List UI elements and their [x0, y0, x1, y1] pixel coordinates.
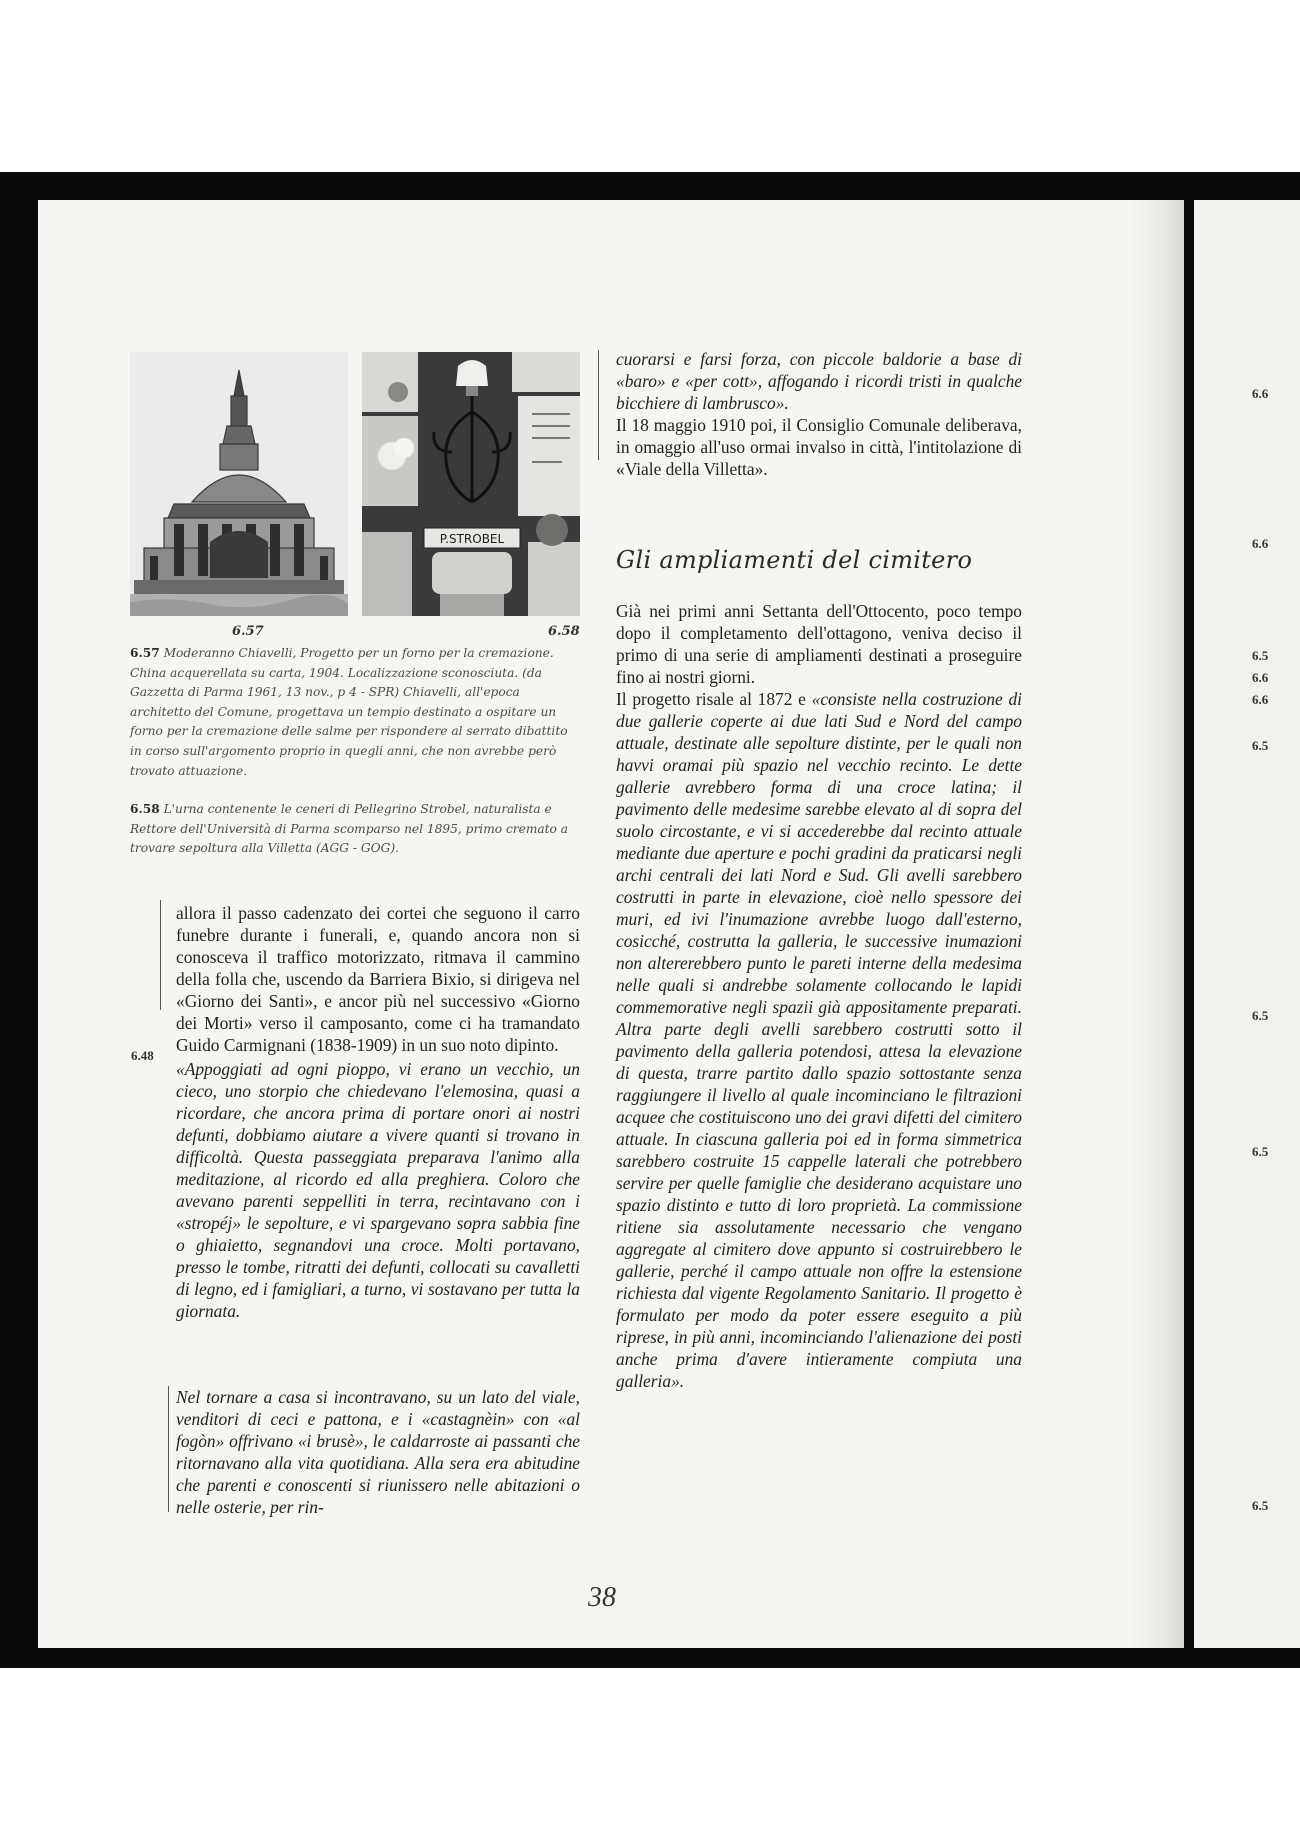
margin-ref-6-48: 6.48: [131, 1048, 154, 1063]
figure-label-6-57: 6.57: [232, 624, 264, 639]
facing-ref-2: 6.6: [1252, 536, 1269, 551]
section-title: Gli ampliamenti del cimitero: [616, 546, 973, 574]
figure-6-58-plaque-text: P.STROBEL: [439, 532, 505, 546]
caption-6-57: [130, 644, 578, 781]
right-para-1872-lead: Il progetto risale al 1872 e: [616, 689, 812, 709]
right-quote-rule: [598, 350, 599, 460]
caption-6-57-ref: 6.57: [130, 646, 160, 660]
right-column-top-text: [616, 348, 1022, 480]
facing-ref-8: 6.5: [1252, 1144, 1269, 1159]
facing-ref-3: 6.5: [1252, 648, 1269, 663]
right-para-1910: Il 18 maggio 1910 poi, il Consiglio Comunale deliberava, in omaggio all'uso ormai invalso in città, l'intitolazione di «Viale della Villetta».: [616, 415, 1022, 479]
facing-ref-6: 6.5: [1252, 738, 1269, 753]
right-para-1872: [616, 688, 1022, 1392]
facing-ref-1: 6.6: [1252, 386, 1269, 401]
right-quote-continuation: cuorarsi e farsi forza, con piccole baldorie a base di «baro» e «per cott», affogando i ricordi tristi in qualche bicchiere di lambrusco».: [616, 349, 1022, 413]
figure-6-58-strobel-urn-photo: [362, 352, 580, 616]
left-column-text: [176, 902, 580, 1322]
facing-ref-9: 6.5: [1252, 1498, 1269, 1513]
facing-ref-5: 6.6: [1252, 692, 1269, 707]
facing-ref-4: 6.6: [1252, 670, 1269, 685]
right-para-1870: Già nei primi anni Settanta dell'Ottocento, poco tempo dopo il completamento dell'ottagono, veniva deciso il primo di una serie di ampliamenti destinati a proseguire fino ai nostri giorni.: [616, 601, 1022, 687]
figure-label-6-58: 6.58: [548, 624, 580, 639]
caption-6-58: [130, 800, 578, 859]
left-quote-tornare: Nel tornare a casa si incontravano, su un lato del viale, venditori di ceci e pattona, e i «castagnèin» con «al fogòn» offrivano «i brusè», le caldarroste ai passanti che ritornavano alla vita quotidiana. Alla sera era abitudine che parenti e conoscenti si riunissero nelle abitazioni o nelle osterie, per rin-: [176, 1387, 580, 1517]
facing-page-edge: [1194, 200, 1300, 1648]
page-number: 38: [588, 1582, 616, 1613]
right-para-1872-quote: «consiste nella costruzione di due gallerie coperte ai due lati Sud e Nord del campo attuale, destinate alle sepolture distinte, per le quali non havvi oramai più spazio nel vecchio recinto. Le dette gallerie avrebbero forma di una croce latina; il pavimento delle medesime sarebbe elevato al di sopra del suolo circostante, e vi si accederebbe dal recinto attuale mediante due aperture e pochi gradini da praticarsi negli archi centrali dei lati Nord e Sud. Gli avelli sarebbero costrutti in parte in elevazione, cioè nello spessore dei muri, ed ivi l'inumazione avrebbe luogo dall'esterno, cosicché, costrutta la galleria, le successive inumazioni non altererebbero punto le pareti interne della medesima nelle quali si andrebbe solamente collocando le lapidi commemorative negli spazii già appositamente preparati. Altra parte degli avelli sarebbero costrutti sotto il pavimento della galleria potendosi, attesa la elevazione di questa, trarre partito dallo spazio sottostante senza raggiungere il livello al quale incominciano le filtrazioni acquee che costituiscono uno dei gravi difetti del cimitero attuale. In ciascuna galleria poi ed in forma simmetrica sarebbero costruite 15 cappelle laterali che potrebbero servire per quelle famiglie che desiderano acquistare uno spazio distinto e tutto di loro proprietà. La commissione ritiene sia assolutamente necessario che vengano aggregate al cimitero dove appunto si costruirebbero le gallerie, perché il campo attuale non offre la estensione richiesta dal vigente Regolamento Sanitario. Il progetto è formulato per modo da poter essere eseguito a più riprese, in più anni, incominciando l'alienazione dei posti anche prima d'avere intieramente compiuta una galleria».: [616, 689, 1022, 1391]
left-para-cortei: allora il passo cadenzato dei cortei che seguono il carro funebre durante i funerali, e, quando ancora non si conosceva il traffico motorizzato, ritmava il cammino della folla che, uscendo da Barriera Bixio, si dirigeva nel «Giorno dei Santi», e ancor più nel successivo «Giorno dei Morti» verso il camposanto, come ci ha tramandato Guido Carmignani (1838-1909) in un suo noto dipinto.: [176, 903, 580, 1055]
figure-6-57-crematorium-drawing: [130, 352, 348, 616]
left-quote-pioppo: «Appoggiati ad ogni pioppo, vi erano un vecchio, un cieco, uno storpio che chiedevano l'elemosina, quasi a ricordare, che ancora prima di portare onori ai nostri defunti, dobbiamo aiutare a vivere quanti si trovano in difficoltà. Questa passeggiata preparava l'animo alla meditazione, al ricordo ed alla preghiera. Coloro che avevano parenti seppelliti in terra, recintavano con i «stropéj» le sepolture, e vi spargevano sopra sabbia fine o ghiaietto, segnandovi una croce. Molti portavano, presso le tombe, ritratti dei defunti, collocati su cavalletti di legno, ed i famigliari, a turno, vi sostavano per tutta la giornata.: [176, 1059, 580, 1321]
facing-ref-7: 6.5: [1252, 1008, 1269, 1023]
caption-6-58-text: L'urna contenente le ceneri di Pellegrino Strobel, naturalista e Rettore dell'Università di Parma scomparso nel 1895, primo cremato a trovare sepoltura alla Villetta (AGG - GOG).: [130, 802, 569, 856]
caption-6-58-ref: 6.58: [130, 802, 160, 816]
caption-6-57-text: Moderanno Chiavelli, Progetto per un forno per la cremazione. China acquerellata su carta, 1904. Localizzazione sconosciuta. (da Gazzetta di Parma 1961, 13 nov., p 4 - SPR) Chiavelli, all'epoca architetto del Comune, progettava un tempio destinato a ospitare un forno per la cremazione delle salme per rispondere al serrato dibattito in corso sull'argomento proprio in quegli anni, che non avrebbe però trovato attuazione.: [130, 646, 568, 778]
margin-rule: [160, 900, 161, 1010]
quote-rule: [168, 1386, 169, 1512]
gutter-shadow: [1130, 200, 1184, 1648]
right-column-main-text: [616, 600, 1022, 1392]
